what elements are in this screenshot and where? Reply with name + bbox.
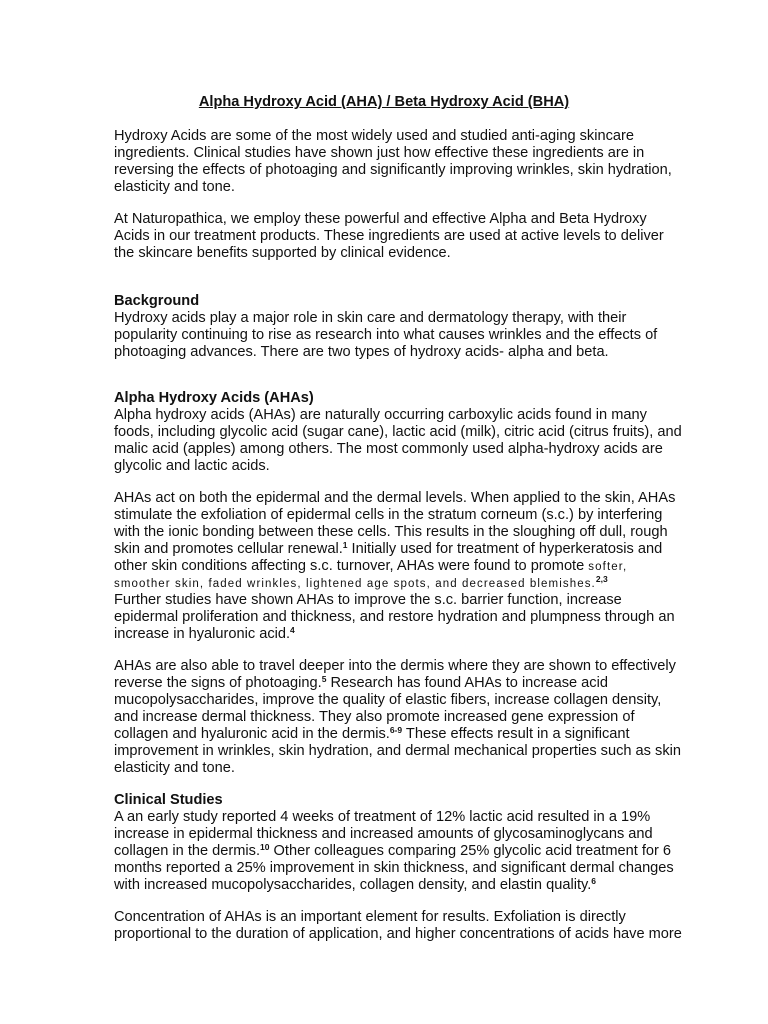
naturopathica-line: the skincare benefits supported by clinical evidence. <box>114 245 451 261</box>
ahas-p1-line: Alpha hydroxy acids (AHAs) are naturally occurring carboxylic acids found in many <box>114 407 647 423</box>
clinical-p1-line: increase in epidermal thickness and increased amounts of glycosaminoglycans and <box>114 826 653 842</box>
intro-line: Hydroxy Acids are some of the most widely used and studied anti-aging skincare <box>114 128 634 144</box>
clinical-p2-line: proportional to the duration of application, and higher concentrations of acids have more <box>114 926 682 942</box>
ahas-p1-line: malic acid (apples) among others. The most commonly used alpha-hydroxy acids are <box>114 441 663 457</box>
clinical-p1-line: A an early study reported 4 weeks of treatment of 12% lactic acid resulted in a 19% <box>114 809 651 825</box>
ahas-p2-line: with the ionic bonding between these cells. This results in the sloughing off dull, rough <box>114 524 668 540</box>
clinical-p1-line: collagen in the dermis.$^{10}$ Other colleagues comparing 25% glycolic acid treatment for 6 <box>114 842 672 859</box>
ahas-p2-line: epidermal proliferation and thickness, and restore hydration and plumpness through an <box>114 609 675 625</box>
intro-line: reversing the effects of photoaging and significantly improving wrinkles, skin hydration, <box>114 162 672 178</box>
ahas-p3-line: mucopolysaccharides, improve the quality of elastic fibers, increase collagen density, <box>114 692 662 708</box>
clinical-heading: Clinical Studies <box>114 792 223 808</box>
citation-ref: 6-9 <box>389 725 403 735</box>
clinical-p1-line: months reported a 25% improvement in skin thickness, and significant dermal changes <box>114 860 674 876</box>
intro-line: ingredients. Clinical studies have shown just how effective these ingredients are in <box>114 145 645 161</box>
ahas-p2-line: stimulate the exfoliation of epidermal cells in the stratum corneum (s.c.) by interfering <box>114 507 663 523</box>
clinical-p2-line: Concentration of AHAs is an important element for results. Exfoliation is directly <box>114 909 626 925</box>
citation-ref: 6 <box>591 876 596 886</box>
citation-ref: 2,3 <box>595 574 608 584</box>
ahas-p2-line: AHAs act on both the epidermal and the dermal levels. When applied to the skin, AHAs <box>114 490 676 506</box>
ahas-p3-line: elasticity and tone. <box>114 760 235 776</box>
ahas-heading: Alpha Hydroxy Acids (AHAs) <box>114 390 314 406</box>
ahas-p3-line: improvement in wrinkles, skin hydration, and dermal mechanical properties such as skin <box>114 743 681 759</box>
ahas-p1-line: glycolic and lactic acids. <box>114 458 270 474</box>
background-line: Hydroxy acids play a major role in skin care and dermatology therapy, with their <box>114 310 627 326</box>
citation-ref: 1 <box>342 540 348 550</box>
citation-ref: 4 <box>290 625 295 635</box>
ahas-p3-line: and increase dermal thickness. They also promote increased gene expression of <box>114 709 635 725</box>
clinical-p1-line: with increased mucopolysaccharides, collagen density, and elastin quality.$^6$ <box>114 876 596 893</box>
ahas-p2-line: increase in hyaluronic acid.$^4$ <box>114 625 295 642</box>
document-title: Alpha Hydroxy Acid (AHA) / Beta Hydroxy Acid (BHA) <box>198 94 570 110</box>
ahas-p2-line: Further studies have shown AHAs to improve the s.c. barrier function, increase <box>114 592 622 608</box>
background-line: popularity continuing to rise as research into what causes wrinkles and the effects of <box>114 327 658 343</box>
ahas-p1-line: foods, including glycolic acid (sugar cane), lactic acid (milk), citric acid (citrus fruits), and <box>114 424 682 440</box>
naturopathica-line: Acids in our treatment products. These ingredients are used at active levels to deliver <box>114 228 664 244</box>
citation-ref: 5 <box>321 674 327 684</box>
ahas-p2-line: smoother skin, faded wrinkles, lightened age spots, and decreased blemishes.$^{2,3}$ <box>114 574 608 590</box>
naturopathica-line: At Naturopathica, we employ these powerful and effective Alpha and Beta Hydroxy <box>114 211 647 227</box>
citation-ref: 10 <box>260 842 270 852</box>
background-line: photoaging advances. There are two types of hydroxy acids- alpha and beta. <box>114 344 609 360</box>
ahas-p3-line: collagen and hyaluronic acid in the dermis.$^{6-9}$ These effects result in a significant <box>114 725 630 742</box>
ahas-p2-line: skin and promotes cellular renewal.$^1$ Initially used for treatment of hyperkeratosis and <box>114 540 663 557</box>
ahas-p3-line: AHAs are also able to travel deeper into the dermis where they are shown to effectively <box>114 658 676 674</box>
ahas-p2-line: other skin conditions affecting s.c. turnover, AHAs were found to promote softer, <box>114 558 628 574</box>
background-heading: Background <box>114 293 200 309</box>
ahas-p3-line: reverse the signs of photoaging.$^5$ Research has found AHAs to increase acid <box>114 674 608 691</box>
intro-line: elasticity and tone. <box>114 179 235 195</box>
